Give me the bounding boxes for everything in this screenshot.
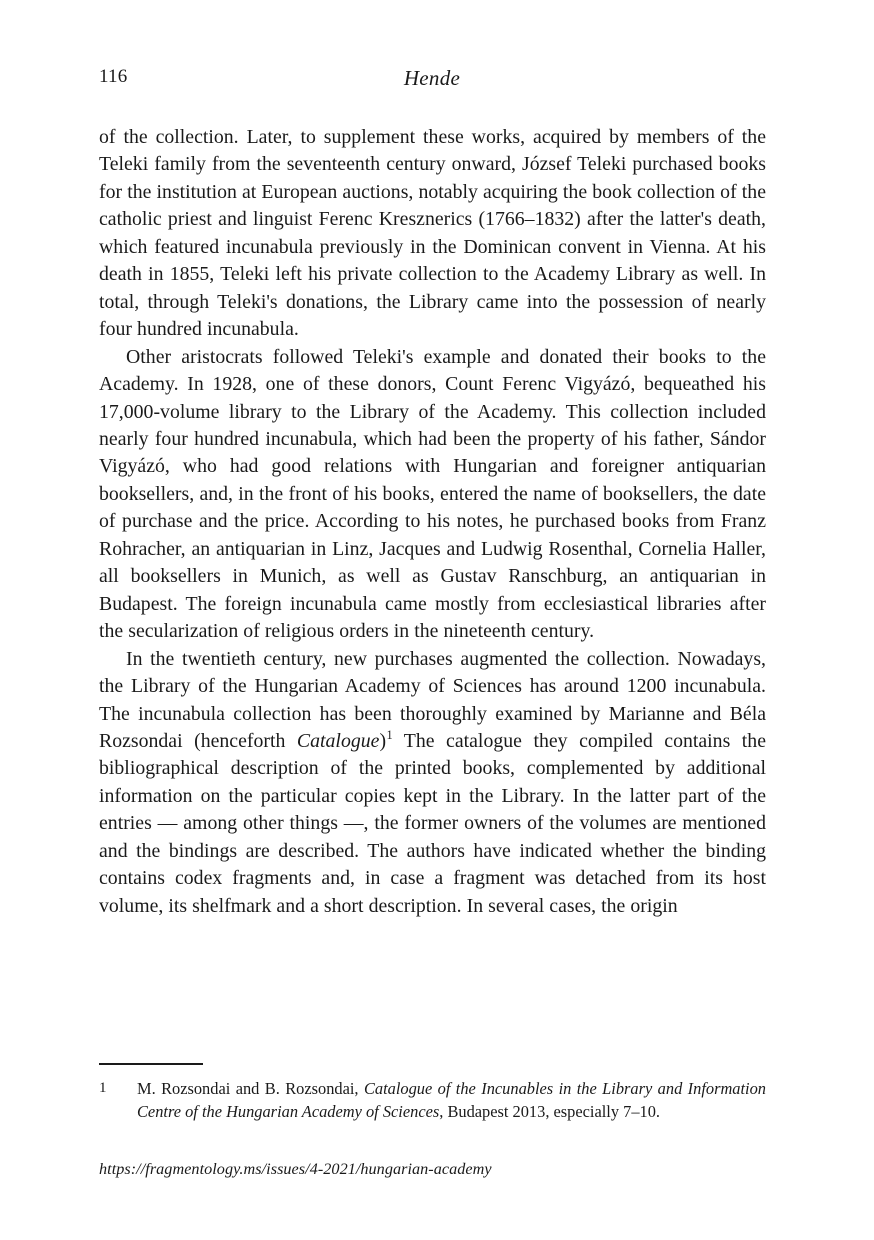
page-number: 116 xyxy=(99,66,128,87)
footer-url[interactable]: https://fragmentology.ms/issues/4-2021/hungarian-academy xyxy=(99,1160,492,1178)
footnote-separator-rule xyxy=(99,1063,203,1065)
footnote-text: M. Rozsondai and B. Rozsondai, Catalogue of the Incunables in the Library and Information Centre of the Hungarian Academy of Sciences, Budapest 2013, especially 7–10. xyxy=(137,1079,766,1121)
paragraph: Other aristocrats followed Teleki's example and donated their books to the Academy. In 1928, one of these donors, Count Ferenc Vigyázó, bequeathed his 17,000-volume library to the Library of the Academy. This collection included nearly four hundred incunabula, which had been the property of his father, Sándor Vigyázó, who had good relations with Hungarian and foreigner antiquarian booksellers, and, in the front of his books, entered the name of booksellers, the date of purchase and the price. According to his notes, he purchased books from Franz Rohracher, an antiquarian in Linz, Jacques and Ludwig Rosenthal, Cornelia Haller, all booksellers in Munich, as well as Gustav Ranschburg, an antiquarian in Budapest. The foreign incunabula came mostly from ecclesiastical libraries after the secularization of religious orders in the nineteenth century. xyxy=(99,345,766,643)
footnote-number: 1 xyxy=(99,1080,107,1096)
running-title: Hende xyxy=(403,66,461,90)
footnote-section xyxy=(99,1063,766,1123)
paragraph: In the twentieth century, new purchases augmented the collection. Nowadays, the Library of the Hungarian Academy of Sciences has around 1200 incunabula. The incunabula collection has been thoroughly examined by Marianne and Béla Rozsondai (henceforth Catalogue)$^1$ The catalogue they compiled contains the bibliographical description of the printed books, complemented by additional information on the particular copies kept in the Library. In the latter part of the entries — among other things —, the former owners of the volumes are mentioned and the bindings are described. The authors have indicated whether the binding contains codex fragments and, in case a fragment was detached from its host volume, its shelfmark and a short description. In several cases, the origin xyxy=(99,647,766,917)
body-text-block xyxy=(99,124,766,920)
paragraph: of the collection. Later, to supplement these works, acquired by members of the Teleki family from the seventeenth century onward, József Teleki purchased books for the institution at European auctions, notably acquiring the book collection of the catholic priest and linguist Ferenc Kresznerics (1766–1832) after the latter's death, which featured incunabula previously in the Dominican convent in Vienna. At his death in 1855, Teleki left his private collection to the Academy Library as well. In total, through Teleki's donations, the Library came into the possession of nearly four hundred incunabula. xyxy=(99,126,766,341)
running-head xyxy=(99,66,765,96)
footnote-item xyxy=(99,1077,766,1123)
